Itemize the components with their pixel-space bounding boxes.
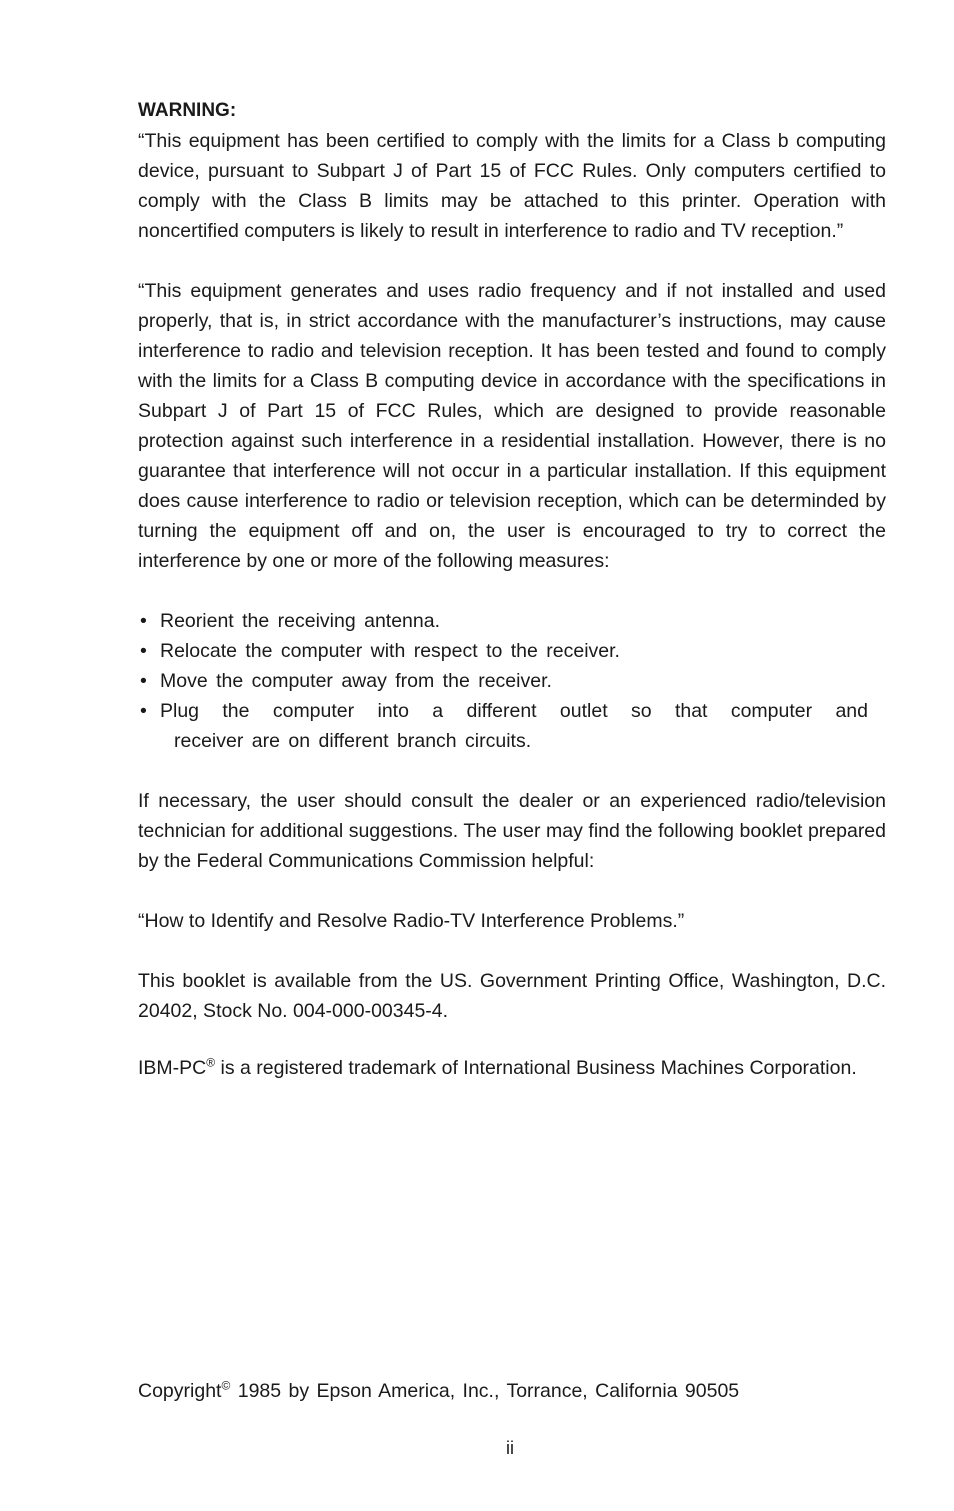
spacer [138, 1026, 886, 1056]
copyright-text: 1985 by Epson America, Inc., Torrance, California 90505 [230, 1380, 740, 1402]
spacer [138, 756, 886, 786]
warning-heading: WARNING: [138, 100, 237, 121]
list-item-text: Move the computer away from the receiver. [160, 670, 552, 692]
list-item [138, 666, 886, 696]
list-item-text: Relocate the computer with respect to the receiver. [160, 640, 620, 662]
list-item-text-continued: receiver are on different branch circuits. [174, 730, 532, 752]
list-item [138, 606, 886, 636]
document-body [138, 96, 886, 1080]
trademark-text: is a registered trademark of International Business Machines Corporation. [215, 1057, 857, 1079]
spacer [138, 936, 886, 966]
trademark-name: IBM-PC [138, 1057, 207, 1079]
list-item [138, 636, 886, 666]
copyright-mark: © [221, 1378, 231, 1393]
fcc-certification-paragraph: “This equipment has been certified to comply with the limits for a Class b computing device, pursuant to Subpart J of Part 15 of FCC Rules. Only computers certified to comply with the Class B limits may be attached to this printer. Operation with noncertified computers is likely to result in interference to radio and TV reception.” [138, 130, 886, 242]
copyright-word: Copyright [138, 1380, 222, 1402]
bullet-icon: • [140, 700, 147, 722]
trademark-notice [138, 1056, 886, 1080]
booklet-availability-paragraph: This booklet is available from the US. Government Printing Office, Washington, D.C. 20402, Stock No. 004-000-00345-4. [138, 970, 886, 1022]
measures-list [138, 606, 886, 756]
bullet-icon: • [140, 640, 147, 662]
list-item-text: Plug the computer into a different outlet so that computer and [160, 700, 868, 722]
registered-mark: ® [206, 1055, 216, 1070]
list-item [138, 696, 886, 756]
list-item-text: Reorient the receiving antenna. [160, 610, 441, 632]
booklet-title: “How to Identify and Resolve Radio-TV Interference Problems.” [138, 910, 685, 932]
spacer [138, 246, 886, 276]
bullet-icon: • [140, 670, 147, 692]
copyright-notice [138, 1376, 739, 1406]
bullet-icon: • [140, 610, 147, 632]
spacer [138, 576, 886, 606]
spacer [138, 876, 886, 906]
page-number: ii [506, 1438, 514, 1458]
consult-dealer-paragraph: If necessary, the user should consult the dealer or an experienced radio/television technician for additional suggestions. The user may find the following booklet prepared by the Federal Communications Commission helpful: [138, 790, 886, 872]
interference-paragraph: “This equipment generates and uses radio frequency and if not installed and used properly, that is, in strict accordance with the manufacturer’s instructions, may cause interference to radio and television reception. It has been tested and found to comply with the limits for a Class B computing device in accordance with the specifications in Subpart J of Part 15 of FCC Rules, which are designed to provide reasonable protection against such interference in a residential installation. However, there is no guarantee that interference will not occur in a particular installation. If this equipment does cause interference to radio or television reception, which can be determinded by turning the equipment off and on, the user is encouraged to try to correct the interference by one or more of the following measures: [138, 280, 886, 572]
